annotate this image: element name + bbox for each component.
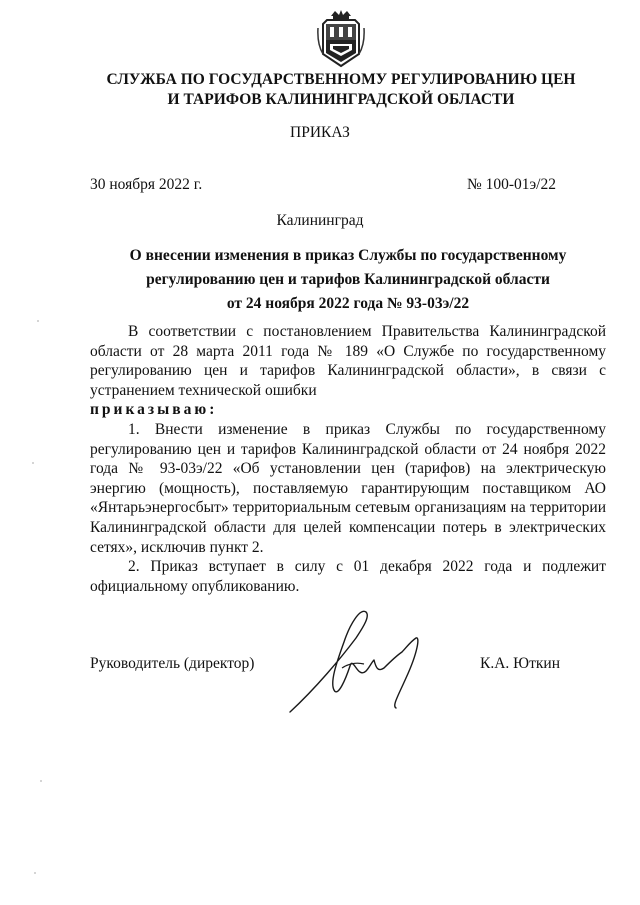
order-word-text: приказываю: — [90, 401, 218, 419]
signatory-name: К.А. Юткин — [480, 655, 560, 672]
order-item-2: 2. Приказ вступает в силу с 01 декабря 2022 года и подлежит официальному опубликованию. — [90, 558, 606, 595]
document-number: № 100-01э/22 — [466, 176, 556, 193]
document-subject — [90, 244, 606, 316]
coat-of-arms-icon — [317, 10, 365, 68]
signatory-role: Руководитель (директор) — [90, 655, 255, 672]
scan-mark — [32, 462, 34, 464]
organization-name-line1: СЛУЖБА ПО ГОСУДАРСТВЕННОМУ РЕГУЛИРОВАНИЮ ЦЕН — [106, 71, 576, 88]
document-date: 30 ноября 2022 г. — [90, 176, 203, 193]
subject-line3: от 24 ноября 2022 года № 93-03э/22 — [226, 295, 470, 312]
document-type: ПРИКАЗ — [290, 124, 350, 141]
order-word — [90, 400, 606, 420]
handwritten-signature — [286, 608, 436, 718]
scan-mark — [34, 872, 36, 874]
document-body — [90, 322, 606, 596]
subject-line2: регулированию цен и тарифов Калининградской области — [146, 271, 550, 288]
scan-mark — [40, 780, 42, 782]
organization-name-line2: И ТАРИФОВ КАЛИНИНГРАДСКОЙ ОБЛАСТИ — [167, 91, 515, 108]
document-city: Калининград — [276, 212, 364, 229]
preamble-paragraph: В соответствии с постановлением Правительства Калининградской области от 28 марта 2011 года № 189 «О Службе по государственному регулированию цен и тарифов Калининградской области», в связи с устранением технической ошибки — [90, 323, 606, 399]
order-item-1: 1. Внести изменение в приказ Службы по государственному регулированию цен и тарифов Калининградской области от 24 ноября 2022 года № 93-03э/22 «Об установлении цен (тарифов) на электрическую энергию (мощность), поставляемую гарантирующим поставщиком АО «Янтарьэнергосбыт» территориальным сетевым организациям на территории Калининградской области для целей компенсации потерь в электрических сетях», исключив пункт 2. — [90, 420, 606, 556]
subject-line1: О внесении изменения в приказ Службы по государственному — [129, 247, 567, 264]
scan-mark — [37, 320, 39, 322]
